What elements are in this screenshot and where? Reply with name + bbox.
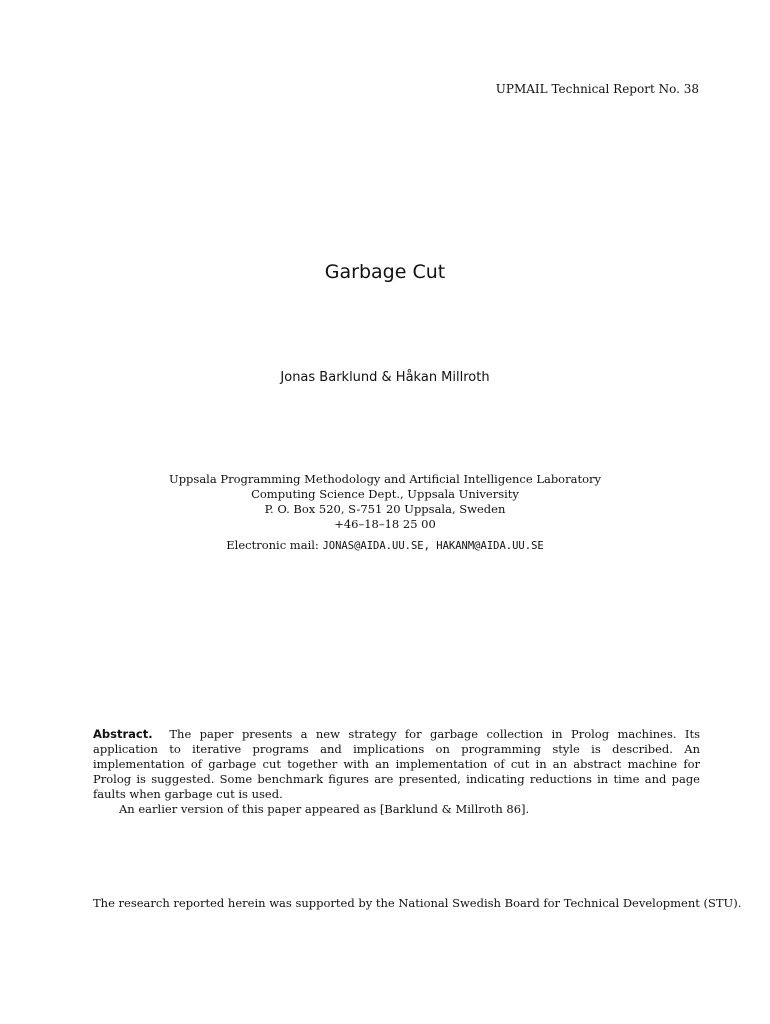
email-addresses: JONAS@AIDA.UU.SE, HAKANM@AIDA.UU.SE xyxy=(322,540,544,552)
affiliation xyxy=(0,472,770,532)
email-label: Electronic mail: xyxy=(226,538,319,552)
authors: Jonas Barklund & Håkan Millroth xyxy=(280,370,490,385)
affiliation-address: P. O. Box 520, S-751 20 Uppsala, Sweden xyxy=(264,502,506,516)
abstract-label: Abstract. xyxy=(93,727,153,741)
abstract-note: An earlier version of this paper appeared as [Barklund & Millroth 86]. xyxy=(119,802,530,816)
paper-title: Garbage Cut xyxy=(324,261,446,283)
affiliation-dept: Computing Science Dept., Uppsala University xyxy=(251,487,519,501)
abstract-body xyxy=(93,727,700,802)
funding-footnote: The research reported herein was supported by the National Swedish Board for Technical Development (STU). xyxy=(93,896,742,910)
report-id: UPMAIL Technical Report No. 38 xyxy=(495,82,699,96)
affiliation-phone: +46–18–18 25 00 xyxy=(334,517,436,531)
affiliation-lab: Uppsala Programming Methodology and Artificial Intelligence Laboratory xyxy=(169,472,601,486)
abstract xyxy=(93,727,700,817)
abstract-text: The paper presents a new strategy for garbage collection in Prolog machines. Its application to iterative programs and implications on programming style is described. An implementation of garbage cut together with an implementation of cut in an abstract machine for Prolog is suggested. Some benchmark figures are presented, indicating reductions in time and page faults when garbage cut is used. xyxy=(93,727,700,801)
email-line xyxy=(0,538,770,552)
